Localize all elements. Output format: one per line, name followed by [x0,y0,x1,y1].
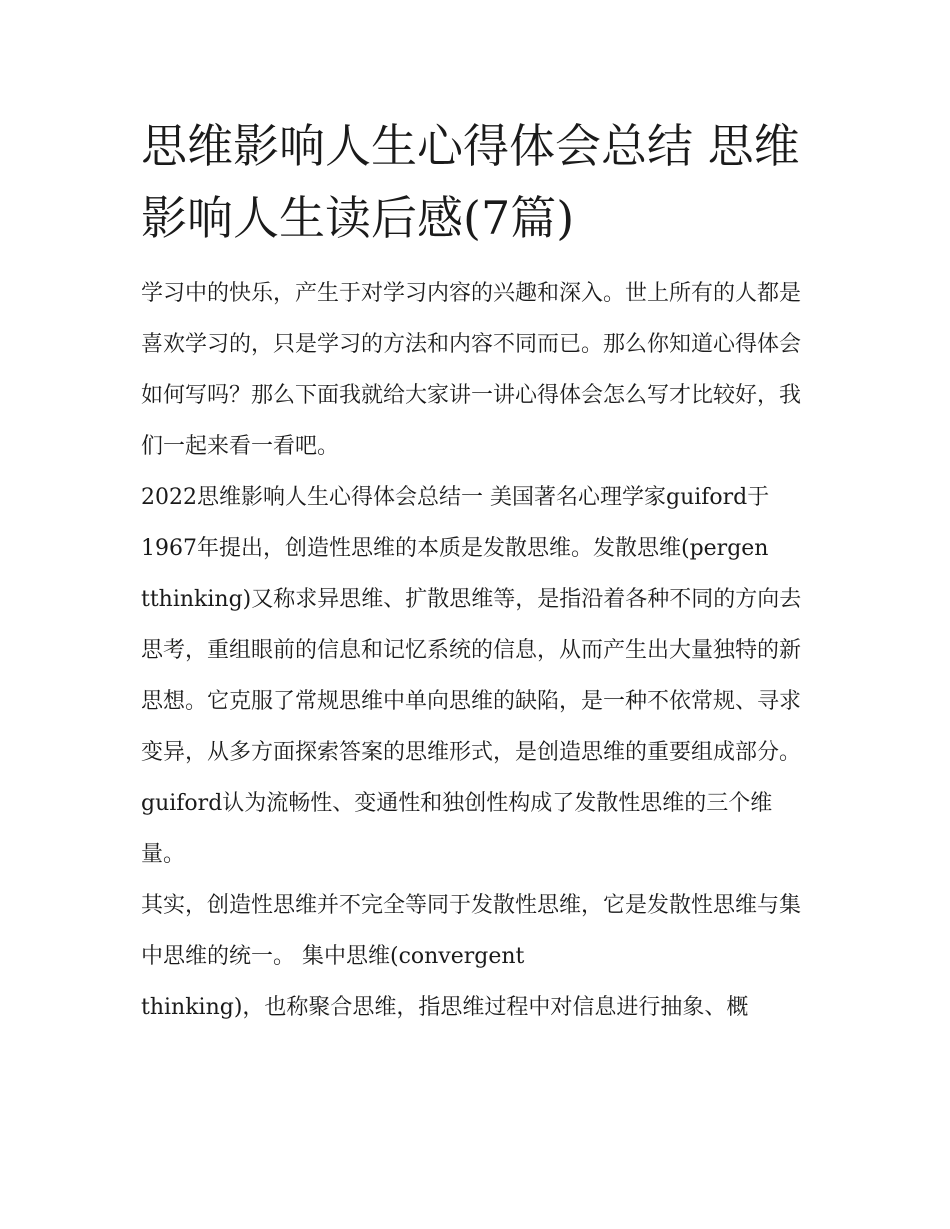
document-title: 思维影响人生心得体会总结 思维影响人生读后感(7篇) [141,119,800,245]
paragraph-convergent-thinking: thinking)，也称聚合思维，指思维过程中对信息进行抽象、概 [141,995,749,1020]
document-content [141,110,813,1033]
paragraph-creative-thinking: 其实，创造性思维并不完全等同于发散性思维，它是发散性思维与集中思维的统一。 集中思维(convergent [141,893,802,969]
paragraph-intro: 学习中的快乐，产生于对学习内容的兴趣和深入。世上所有的人都是喜欢学习的，只是学习的方法和内容不同而已。那么你知道心得体会如何写吗？那么下面我就给大家讲一讲心得体会怎么写才比较好，我们一起来看一看吧。 [141,281,802,459]
paragraph-section-one: 2022思维影响人生心得体会总结一 美国著名心理学家guiford于1967年提出，创造性思维的本质是发散思维。发散思维(pergen [141,485,770,561]
paragraph-divergent-thinking: tthinking)又称求异思维、扩散思维等，是指沿着各种不同的方向去思考，重组眼前的信息和记忆系统的信息，从而产生出大量独特的新思想。它克服了常规思维中单向思维的缺陷，是一种不依常规、寻求变异，从多方面探索答案的思维形式，是创造思维的重要组成部分。guiford认为流畅性、变通性和独创性构成了发散性思维的三个维量。 [141,587,802,867]
